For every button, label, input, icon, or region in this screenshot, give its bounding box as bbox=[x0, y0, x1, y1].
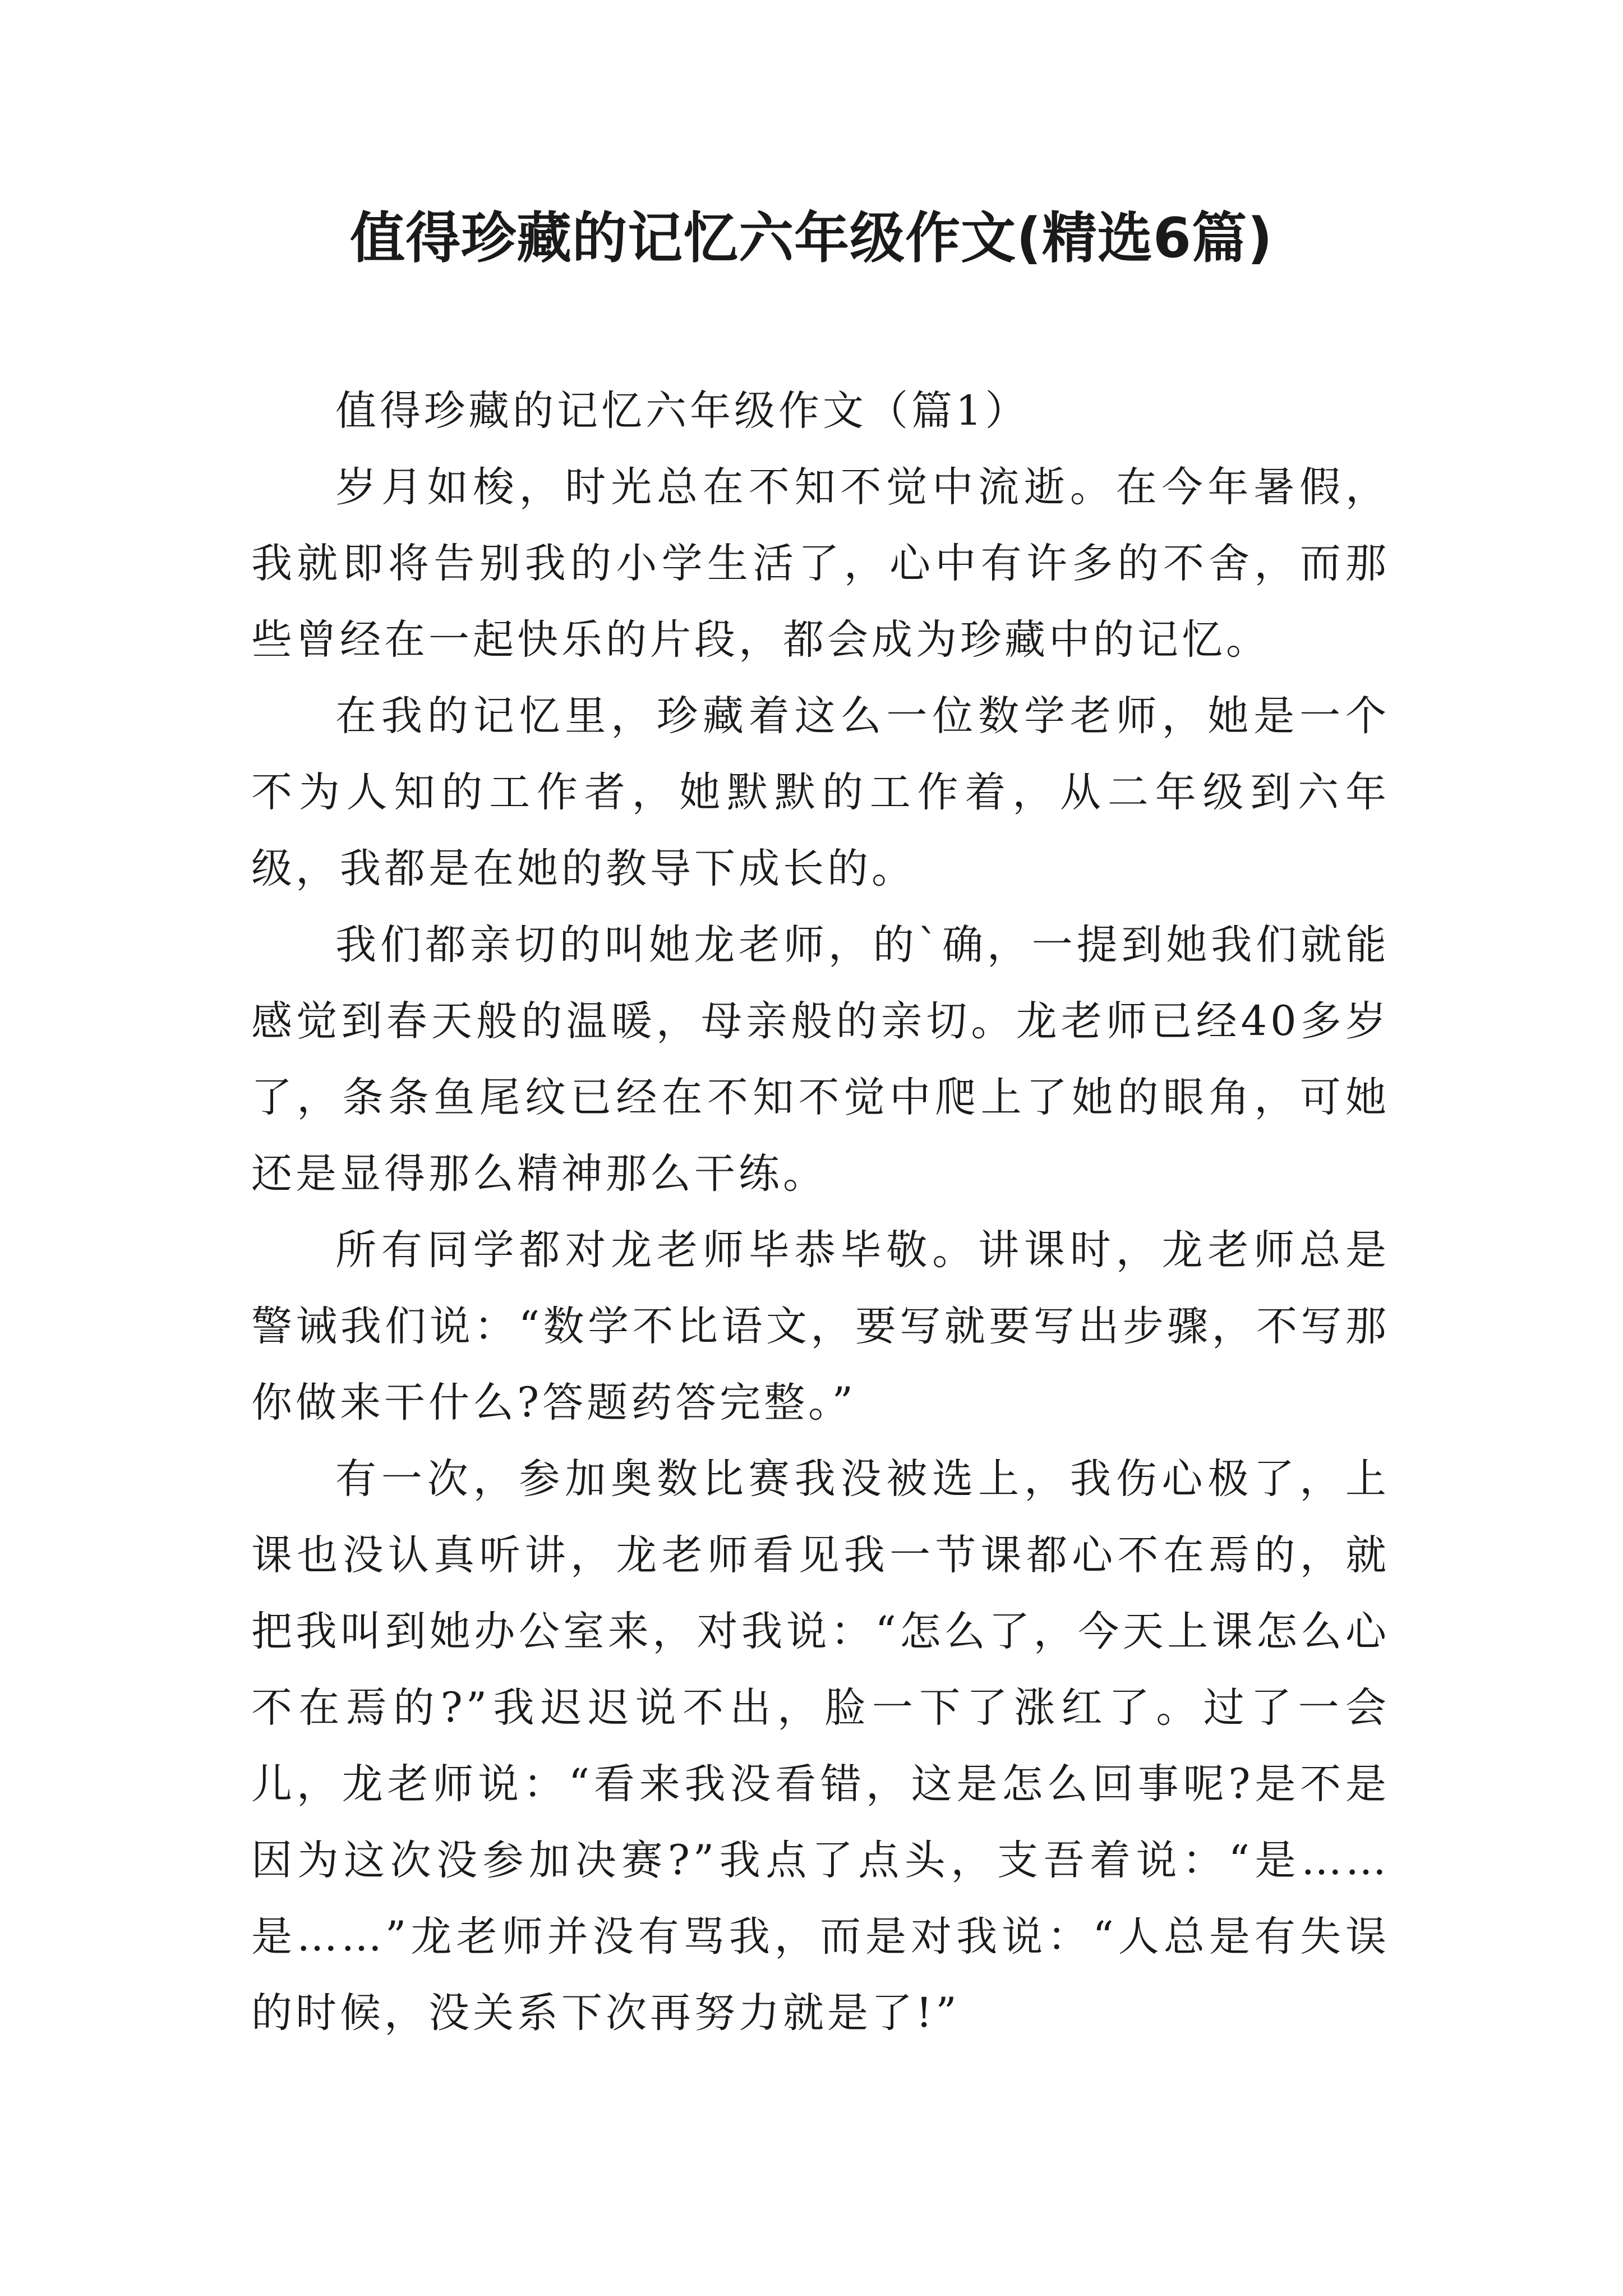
document-body bbox=[251, 373, 1390, 2051]
document-title: 值得珍藏的记忆六年级作文(精选6篇) bbox=[350, 206, 1273, 270]
paragraph: 所有同学都对龙老师毕恭毕敬。讲课时，龙老师总是警诫我们说：“数学不比语文，要写就要写出步骤，不写那你做来干什么?答题药答完整。” bbox=[251, 1226, 1390, 1427]
paragraph: 有一次，参加奥数比赛我没被选上，我伤心极了，上课也没认真听讲，龙老师看见我一节课都心不在焉的，就把我叫到她办公室来，对我说：“怎么了，今天上课怎么心不在焉的?”我迟迟说不出，脸一下了涨红了。过了一会儿，龙老师说：“看来我没看错，这是怎么回事呢?是不是因为这次没参加决赛?”我点了点头，支吾着说：“是……是……”龙老师并没有骂我，而是对我说：“人总是有失误的时候，没关系下次再努力就是了!” bbox=[251, 1455, 1390, 2037]
paragraph: 岁月如梭，时光总在不知不觉中流逝。在今年暑假，我就即将告别我的小学生活了，心中有许多的不舍，而那些曾经在一起快乐的片段，都会成为珍藏中的记忆。 bbox=[251, 463, 1390, 664]
section-heading: 值得珍藏的记忆六年级作文（篇1） bbox=[335, 387, 1030, 435]
paragraph: 在我的记忆里，珍藏着这么一位数学老师，她是一个不为人知的工作者，她默默的工作着，从二年级到六年级，我都是在她的教导下成长的。 bbox=[251, 692, 1390, 892]
paragraph: 我们都亲切的叫她龙老师，的`确，一提到她我们就能感觉到春天般的温暖，母亲般的亲切。龙老师已经40多岁了，条条鱼尾纹已经在不知不觉中爬上了她的眼角，可她还是显得那么精神那么干练。 bbox=[251, 921, 1390, 1198]
